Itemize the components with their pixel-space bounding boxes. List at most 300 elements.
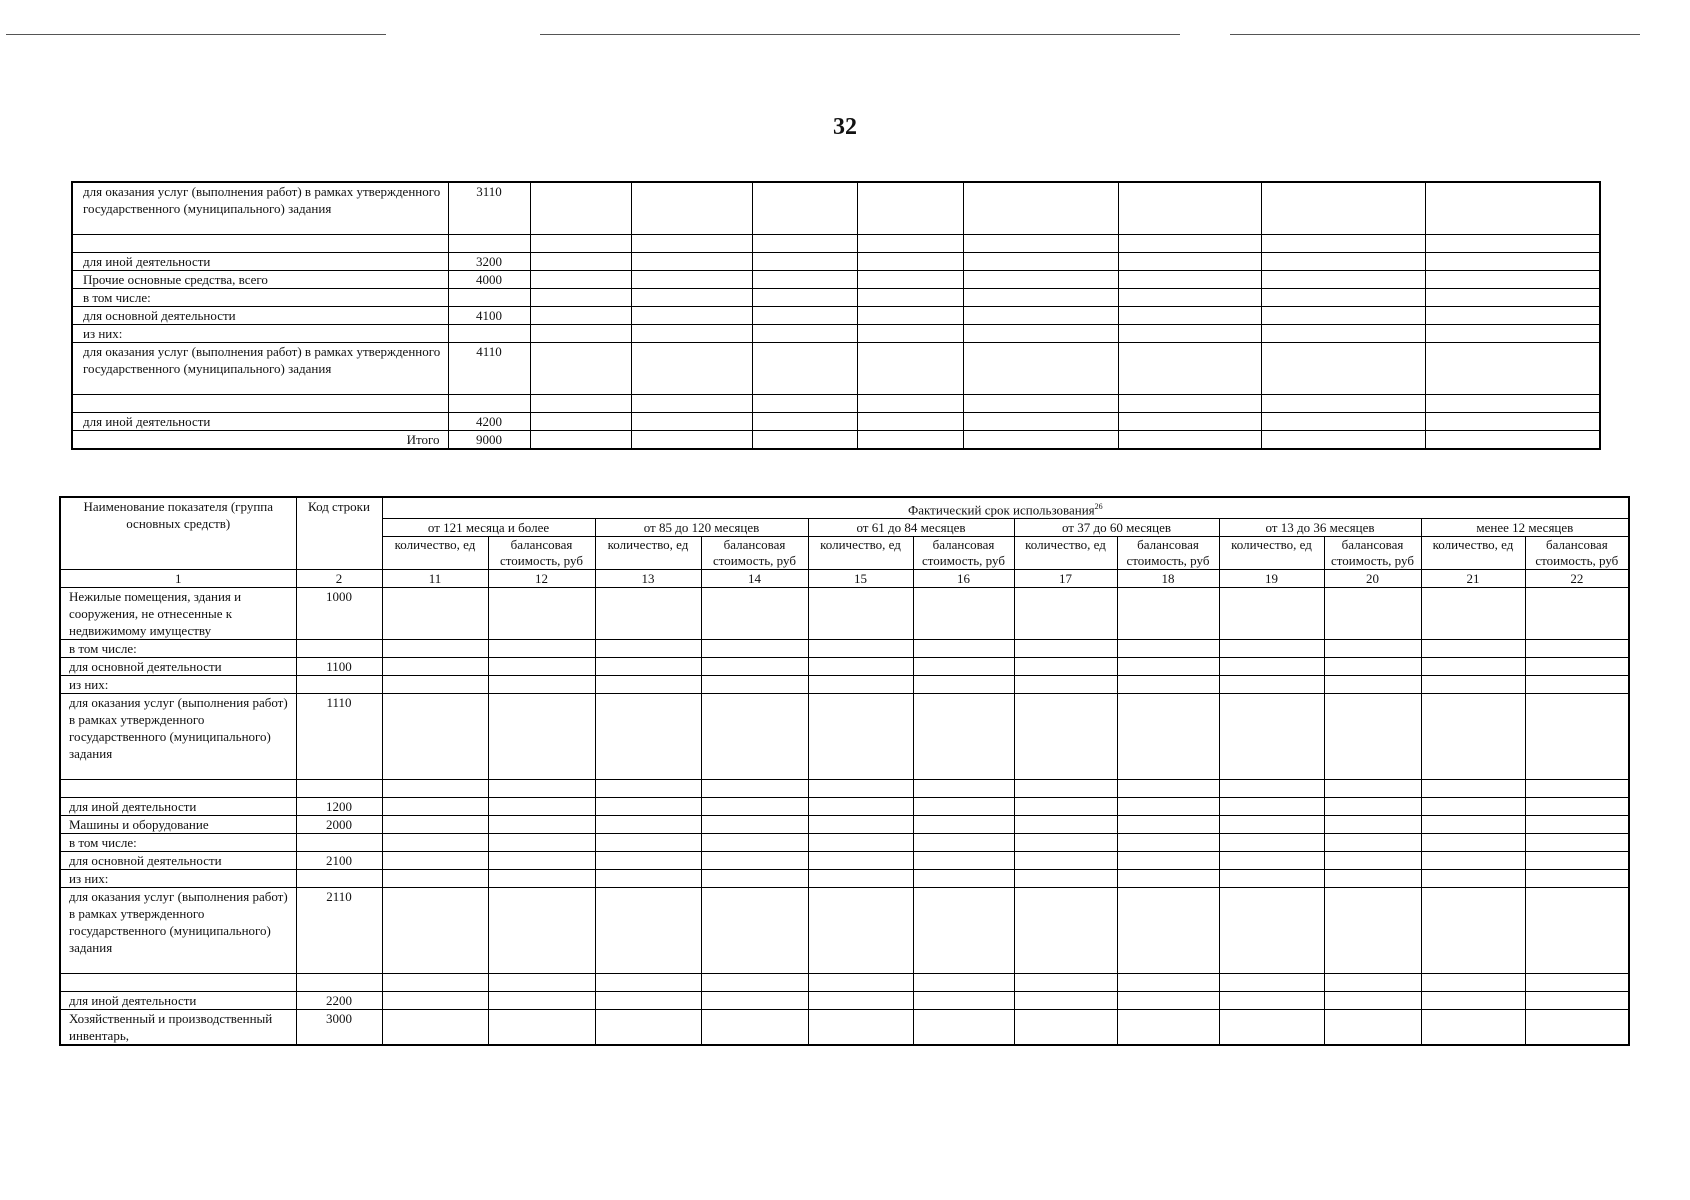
value-cell (752, 431, 857, 450)
value-cell (1425, 431, 1600, 450)
row-name: для иной деятельности (60, 798, 296, 816)
column-number: 12 (488, 570, 595, 588)
value-cell (595, 798, 701, 816)
table-row (72, 395, 1600, 413)
value-cell (1324, 888, 1421, 974)
row-name: из них: (60, 676, 296, 694)
value-cell (913, 640, 1014, 658)
value-cell (1261, 431, 1425, 450)
table-row (60, 640, 1629, 658)
value-cell (1261, 307, 1425, 325)
column-number: 17 (1014, 570, 1117, 588)
value-cell (1421, 888, 1525, 974)
table-row (72, 182, 1600, 235)
row-name: Прочие основные средства, всего (72, 271, 448, 289)
value-cell (595, 780, 701, 798)
value-cell (701, 888, 808, 974)
value-cell (963, 289, 1118, 307)
value-cell (1117, 798, 1219, 816)
value-cell (1219, 888, 1324, 974)
row-code (448, 289, 530, 307)
value-cell (857, 289, 963, 307)
value-cell (382, 588, 488, 640)
value-cell (1425, 325, 1600, 343)
value-cell (808, 780, 913, 798)
value-cell (1117, 974, 1219, 992)
value-cell (488, 780, 595, 798)
value-cell (701, 658, 808, 676)
value-cell (701, 834, 808, 852)
value-cell (1525, 588, 1629, 640)
value-cell (808, 816, 913, 834)
value-cell (1425, 413, 1600, 431)
value-cell (1219, 640, 1324, 658)
value-cell (595, 974, 701, 992)
value-cell (1421, 974, 1525, 992)
footnote-mark: 26 (1094, 502, 1103, 511)
value-cell (701, 588, 808, 640)
table-row (60, 974, 1629, 992)
value-cell (963, 343, 1118, 395)
table-row (60, 816, 1629, 834)
value-cell (488, 834, 595, 852)
value-cell (1118, 431, 1261, 450)
value-cell (488, 888, 595, 974)
row-name: в том числе: (60, 640, 296, 658)
table-row (60, 694, 1629, 780)
value-cell (913, 798, 1014, 816)
value-cell (913, 888, 1014, 974)
value-cell (701, 870, 808, 888)
value-cell (1014, 888, 1117, 974)
value-cell (701, 694, 808, 780)
value-cell (1219, 588, 1324, 640)
value-cell (1261, 253, 1425, 271)
column-number: 20 (1324, 570, 1421, 588)
value-cell (1425, 235, 1600, 253)
row-name: для иной деятельности (72, 413, 448, 431)
value-cell (808, 888, 913, 974)
value-cell (631, 253, 752, 271)
value-cell (1117, 816, 1219, 834)
value-cell (488, 1010, 595, 1046)
value-cell (488, 694, 595, 780)
value-cell (1421, 870, 1525, 888)
row-code: 4200 (448, 413, 530, 431)
value-cell (595, 870, 701, 888)
value-cell (1421, 694, 1525, 780)
row-code: 1110 (296, 694, 382, 780)
value-cell (1525, 974, 1629, 992)
value-cell (1014, 780, 1117, 798)
value-cell (1219, 1010, 1324, 1046)
value-cell (530, 253, 631, 271)
value-cell (1219, 658, 1324, 676)
period-header: от 13 до 36 месяцев (1219, 519, 1421, 537)
value-cell (488, 658, 595, 676)
value-cell (595, 694, 701, 780)
value-cell (595, 640, 701, 658)
value-cell (808, 798, 913, 816)
qty-header: количество, ед (1421, 537, 1525, 570)
value-cell (1525, 1010, 1629, 1046)
row-code: 2200 (296, 992, 382, 1010)
value-cell (1117, 1010, 1219, 1046)
header-name-col: Наименование показателя (группа основных средств) (60, 497, 296, 570)
row-name (72, 395, 448, 413)
value-cell (595, 676, 701, 694)
value-cell (382, 676, 488, 694)
value-cell (1525, 694, 1629, 780)
row-code (296, 870, 382, 888)
value-cell (1117, 992, 1219, 1010)
column-number: 22 (1525, 570, 1629, 588)
row-code: 4110 (448, 343, 530, 395)
value-cell (1525, 852, 1629, 870)
total-label: Итого (72, 431, 448, 450)
value-cell (1261, 395, 1425, 413)
value-cell (808, 992, 913, 1010)
value-cell (1525, 640, 1629, 658)
value-cell (1324, 780, 1421, 798)
value-cell (1421, 1010, 1525, 1046)
value-cell (631, 235, 752, 253)
row-name (60, 780, 296, 798)
value-cell (963, 413, 1118, 431)
value-cell (808, 852, 913, 870)
value-cell (488, 870, 595, 888)
value-cell (595, 1010, 701, 1046)
value-cell (1118, 307, 1261, 325)
value-cell (808, 676, 913, 694)
period-header: от 61 до 84 месяцев (808, 519, 1014, 537)
value-cell (1014, 834, 1117, 852)
total-row (72, 431, 1600, 450)
row-name: для иной деятельности (72, 253, 448, 271)
qty-header: количество, ед (595, 537, 701, 570)
column-number: 15 (808, 570, 913, 588)
value-cell (1014, 852, 1117, 870)
period-header: от 121 месяца и более (382, 519, 595, 537)
value-cell (488, 798, 595, 816)
value-cell (1525, 676, 1629, 694)
value-cell (1117, 834, 1219, 852)
cost-header: балансовая стоимость, руб (1324, 537, 1421, 570)
value-cell (1421, 640, 1525, 658)
value-cell (963, 253, 1118, 271)
value-cell (1324, 974, 1421, 992)
value-cell (1324, 816, 1421, 834)
value-cell (382, 992, 488, 1010)
value-cell (808, 658, 913, 676)
value-cell (1525, 834, 1629, 852)
row-name (72, 235, 448, 253)
value-cell (488, 992, 595, 1010)
value-cell (1324, 588, 1421, 640)
value-cell (530, 413, 631, 431)
column-number: 16 (913, 570, 1014, 588)
value-cell (382, 640, 488, 658)
value-cell (382, 658, 488, 676)
qty-header: количество, ед (808, 537, 913, 570)
table-row (60, 834, 1629, 852)
value-cell (1324, 992, 1421, 1010)
value-cell (1219, 852, 1324, 870)
table-row (72, 289, 1600, 307)
value-cell (488, 816, 595, 834)
value-cell (963, 271, 1118, 289)
value-cell (631, 395, 752, 413)
value-cell (631, 413, 752, 431)
value-cell (913, 852, 1014, 870)
value-cell (857, 431, 963, 450)
value-cell (963, 395, 1118, 413)
value-cell (382, 798, 488, 816)
value-cell (1261, 235, 1425, 253)
value-cell (1261, 413, 1425, 431)
value-cell (1525, 992, 1629, 1010)
value-cell (1421, 780, 1525, 798)
row-name: в том числе: (72, 289, 448, 307)
value-cell (913, 870, 1014, 888)
column-number: 21 (1421, 570, 1525, 588)
value-cell (488, 974, 595, 992)
value-cell (1117, 640, 1219, 658)
value-cell (1118, 235, 1261, 253)
value-cell (913, 992, 1014, 1010)
value-cell (1219, 816, 1324, 834)
row-code (296, 834, 382, 852)
table-row (60, 992, 1629, 1010)
value-cell (631, 271, 752, 289)
value-cell (1219, 694, 1324, 780)
value-cell (752, 253, 857, 271)
scan-line (1230, 34, 1640, 35)
row-name: для основной деятельности (60, 658, 296, 676)
column-number: 18 (1117, 570, 1219, 588)
value-cell (1421, 658, 1525, 676)
value-cell (1525, 870, 1629, 888)
value-cell (963, 235, 1118, 253)
row-name: для основной деятельности (72, 307, 448, 325)
value-cell (963, 307, 1118, 325)
cost-header: балансовая стоимость, руб (1117, 537, 1219, 570)
row-name: для основной деятельности (60, 852, 296, 870)
row-code: 3110 (448, 182, 530, 235)
row-code: 1200 (296, 798, 382, 816)
value-cell (701, 676, 808, 694)
table-row (72, 325, 1600, 343)
row-code: 2000 (296, 816, 382, 834)
table-row (72, 413, 1600, 431)
value-cell (595, 588, 701, 640)
row-code (448, 395, 530, 413)
value-cell (631, 343, 752, 395)
scan-line (6, 34, 386, 35)
value-cell (1014, 640, 1117, 658)
value-cell (1421, 852, 1525, 870)
value-cell (488, 676, 595, 694)
column-number: 19 (1219, 570, 1324, 588)
cost-header: балансовая стоимость, руб (701, 537, 808, 570)
cost-header: балансовая стоимость, руб (488, 537, 595, 570)
value-cell (631, 307, 752, 325)
value-cell (1421, 798, 1525, 816)
table-row (60, 658, 1629, 676)
row-name: для оказания услуг (выполнения работ) в рамках утвержденного государственного (муниципального) задания (60, 694, 296, 780)
value-cell (1014, 870, 1117, 888)
value-cell (701, 780, 808, 798)
value-cell (857, 182, 963, 235)
value-cell (382, 816, 488, 834)
value-cell (1421, 816, 1525, 834)
period-header: от 37 до 60 месяцев (1014, 519, 1219, 537)
value-cell (1118, 253, 1261, 271)
value-cell (808, 974, 913, 992)
value-cell (857, 413, 963, 431)
value-cell (1324, 676, 1421, 694)
value-cell (382, 780, 488, 798)
column-number: 13 (595, 570, 701, 588)
row-code (296, 640, 382, 658)
column-number: 11 (382, 570, 488, 588)
value-cell (1525, 658, 1629, 676)
table-row (60, 676, 1629, 694)
table-row (60, 798, 1629, 816)
value-cell (1014, 992, 1117, 1010)
value-cell (1525, 888, 1629, 974)
value-cell (1118, 289, 1261, 307)
value-cell (701, 1010, 808, 1046)
value-cell (913, 780, 1014, 798)
scan-line (540, 34, 1180, 35)
value-cell (1425, 343, 1600, 395)
value-cell (595, 658, 701, 676)
table-row (60, 1010, 1629, 1046)
row-code (296, 676, 382, 694)
value-cell (701, 974, 808, 992)
value-cell (488, 640, 595, 658)
value-cell (913, 676, 1014, 694)
value-cell (595, 816, 701, 834)
value-cell (857, 307, 963, 325)
value-cell (595, 852, 701, 870)
value-cell (701, 798, 808, 816)
value-cell (488, 588, 595, 640)
row-code: 1000 (296, 588, 382, 640)
row-code: 4000 (448, 271, 530, 289)
value-cell (530, 325, 631, 343)
value-cell (1118, 271, 1261, 289)
value-cell (913, 588, 1014, 640)
value-cell (1219, 992, 1324, 1010)
total-code: 9000 (448, 431, 530, 450)
value-cell (1421, 676, 1525, 694)
value-cell (1117, 658, 1219, 676)
value-cell (382, 694, 488, 780)
value-cell (530, 235, 631, 253)
column-number: 1 (60, 570, 296, 588)
value-cell (1261, 343, 1425, 395)
value-cell (631, 289, 752, 307)
value-cell (1261, 289, 1425, 307)
useful-life-table (59, 496, 1630, 1046)
table-row (72, 235, 1600, 253)
value-cell (752, 395, 857, 413)
value-cell (1261, 182, 1425, 235)
value-cell (1117, 676, 1219, 694)
value-cell (595, 992, 701, 1010)
value-cell (1421, 588, 1525, 640)
value-cell (808, 1010, 913, 1046)
value-cell (857, 235, 963, 253)
row-name: для иной деятельности (60, 992, 296, 1010)
column-number: 2 (296, 570, 382, 588)
table-row (72, 343, 1600, 395)
continuation-table (71, 181, 1601, 450)
value-cell (631, 325, 752, 343)
value-cell (913, 658, 1014, 676)
value-cell (1014, 816, 1117, 834)
value-cell (752, 343, 857, 395)
period-header: менее 12 месяцев (1421, 519, 1629, 537)
row-name: из них: (60, 870, 296, 888)
value-cell (857, 395, 963, 413)
value-cell (1014, 974, 1117, 992)
column-number: 14 (701, 570, 808, 588)
table-row (60, 780, 1629, 798)
value-cell (752, 289, 857, 307)
value-cell (1014, 658, 1117, 676)
value-cell (1421, 992, 1525, 1010)
value-cell (382, 834, 488, 852)
value-cell (1118, 413, 1261, 431)
value-cell (631, 431, 752, 450)
value-cell (808, 834, 913, 852)
value-cell (752, 271, 857, 289)
value-cell (595, 834, 701, 852)
value-cell (1118, 182, 1261, 235)
value-cell (1219, 974, 1324, 992)
value-cell (752, 413, 857, 431)
row-name: из них: (72, 325, 448, 343)
value-cell (1117, 888, 1219, 974)
row-name: Хозяйственный и производственный инвентарь, (60, 1010, 296, 1046)
value-cell (1261, 271, 1425, 289)
row-code: 4100 (448, 307, 530, 325)
value-cell (1324, 870, 1421, 888)
value-cell (808, 694, 913, 780)
value-cell (1261, 325, 1425, 343)
value-cell (382, 974, 488, 992)
value-cell (1118, 325, 1261, 343)
value-cell (963, 182, 1118, 235)
value-cell (1525, 780, 1629, 798)
value-cell (631, 182, 752, 235)
value-cell (1117, 694, 1219, 780)
value-cell (1219, 870, 1324, 888)
value-cell (752, 307, 857, 325)
value-cell (808, 640, 913, 658)
value-cell (382, 888, 488, 974)
cost-header: балансовая стоимость, руб (913, 537, 1014, 570)
value-cell (1324, 798, 1421, 816)
value-cell (382, 1010, 488, 1046)
value-cell (1324, 834, 1421, 852)
value-cell (1014, 588, 1117, 640)
row-code (296, 780, 382, 798)
value-cell (530, 271, 631, 289)
